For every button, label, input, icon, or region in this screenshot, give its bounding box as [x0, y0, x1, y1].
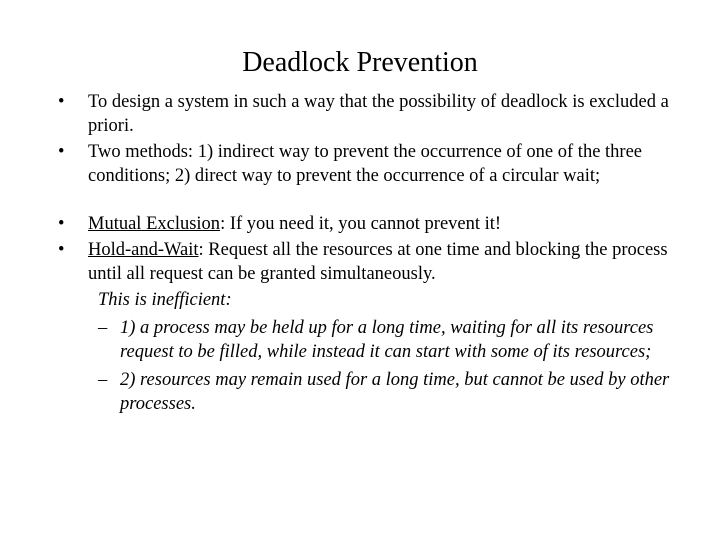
bullet-text: Two methods: 1) indirect way to prevent the occurrence of one of the three conditions; 2) direct way to prevent the occurrence of a circular wait;	[88, 142, 643, 186]
bullet-dot: •	[58, 214, 65, 234]
bullet-two-methods	[58, 140, 688, 188]
bullet-hold-and-wait	[58, 238, 688, 286]
dash-marker: –	[98, 370, 108, 390]
slide-body	[58, 90, 688, 420]
spacer	[58, 190, 688, 212]
bullet-design-system	[58, 90, 688, 138]
mutual-exclusion-term: Mutual Exclusion	[88, 214, 221, 234]
sub-point-text: 1) a process may be held up for a long time, waiting for all its resources request to be filled, while instead it can start with some of its resources;	[120, 318, 654, 362]
sub-point-resources-used	[58, 368, 688, 416]
sub-point-held-up	[58, 316, 688, 364]
bullet-dot: •	[58, 240, 65, 260]
bullet-dot: •	[58, 92, 65, 112]
dash-marker: –	[98, 318, 108, 338]
hold-and-wait-text: : Request all the resources at one time and blocking the process until all request can be granted simultaneously.	[88, 240, 668, 284]
bullet-text: To design a system in such a way that the possibility of deadlock is excluded a priori.	[88, 92, 669, 136]
mutual-exclusion-text: : If you need it, you cannot prevent it!	[220, 214, 502, 234]
sub-point-text: 2) resources may remain used for a long time, but cannot be used by other processes.	[120, 370, 670, 414]
bullet-dot: •	[58, 142, 65, 162]
bullet-mutual-exclusion	[58, 212, 688, 236]
inefficient-label: This is inefficient:	[98, 290, 232, 310]
hold-and-wait-term: Hold-and-Wait	[88, 240, 199, 260]
slide-title: Deadlock Prevention	[242, 47, 478, 78]
